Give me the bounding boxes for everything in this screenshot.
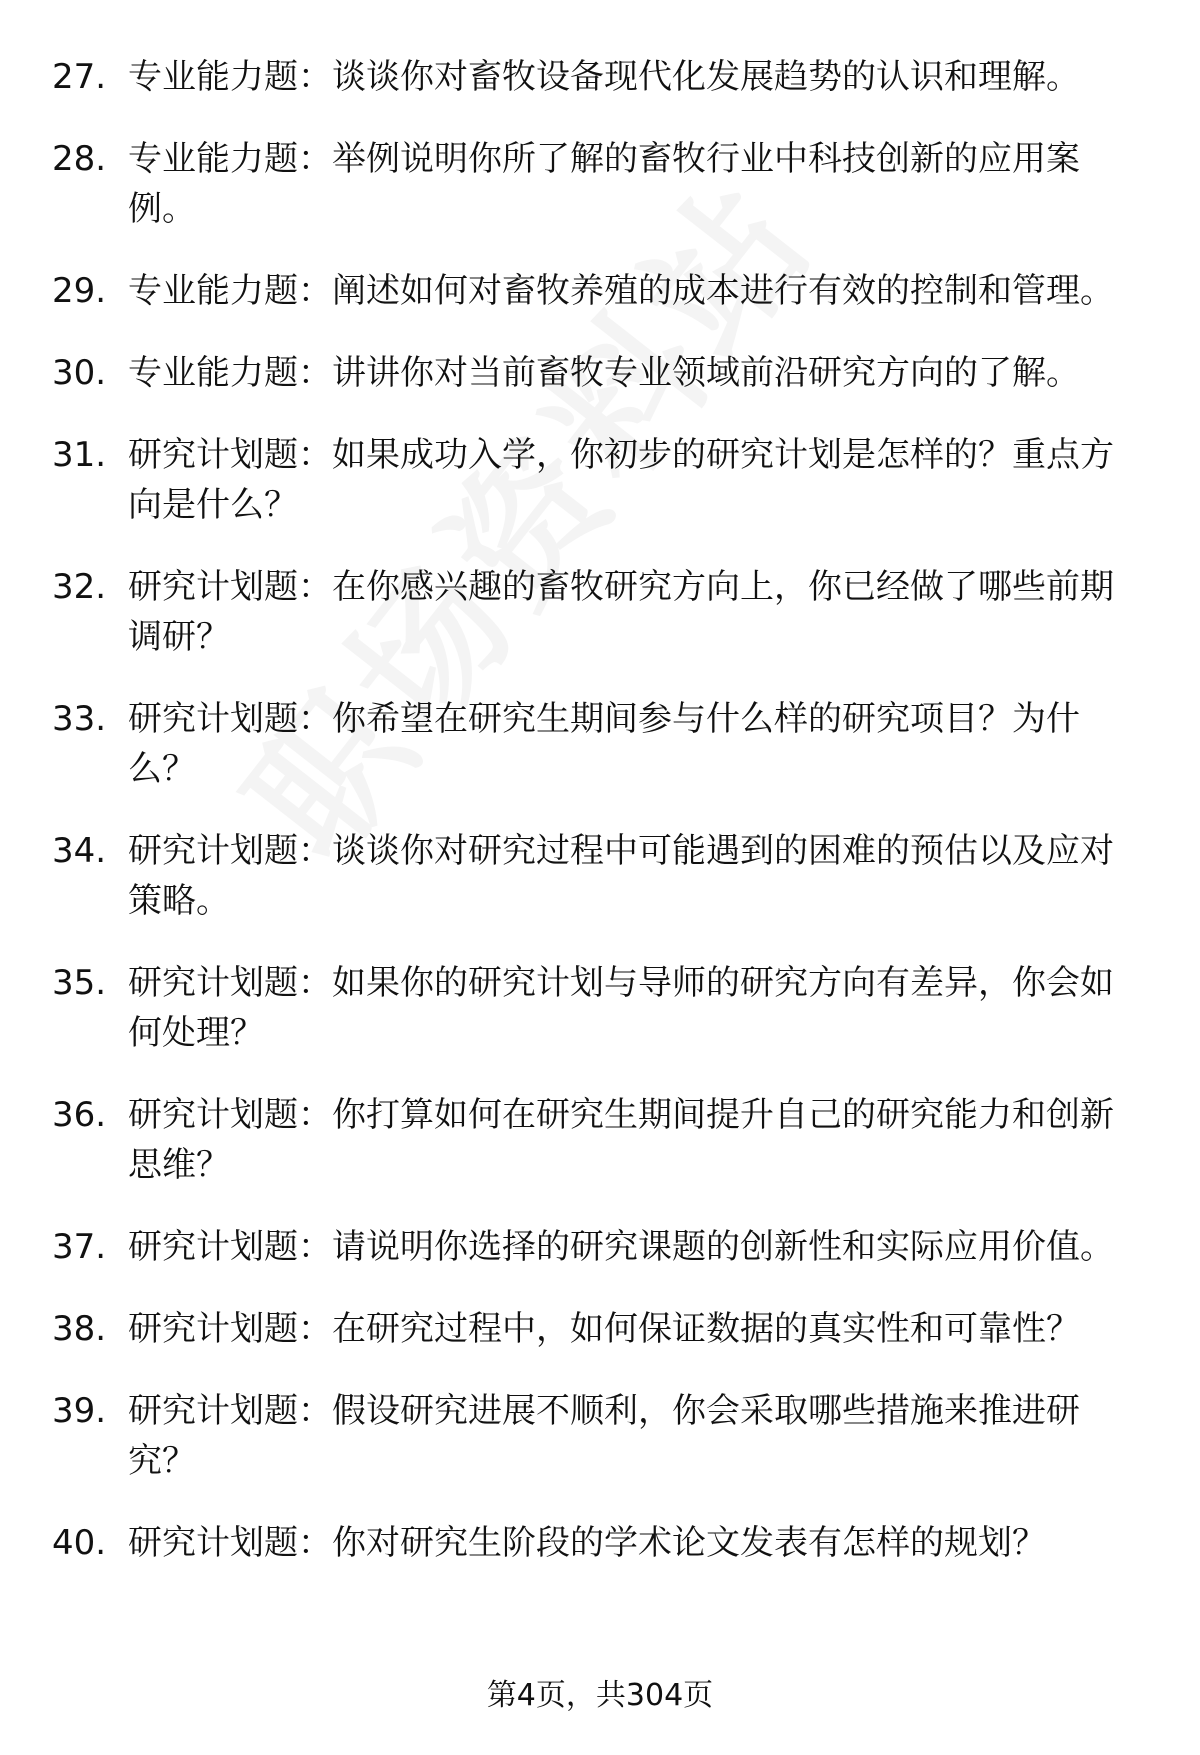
question-category: 专业能力题： — [128, 353, 332, 393]
question-text: 如果你的研究计划与导师的研究方向有差异，你会如何处理？ — [128, 963, 1114, 1053]
list-item — [0, 826, 1200, 926]
question-text: 你希望在研究生期间参与什么样的研究项目？为什么？ — [128, 699, 1080, 789]
list-item — [0, 266, 1200, 316]
question-number: 27. — [52, 57, 107, 97]
page-number-footer: 第4页，共304页 — [486, 1678, 714, 1713]
question-number: 36. — [52, 1095, 107, 1135]
question-number: 28. — [52, 139, 107, 179]
question-category: 研究计划题： — [128, 831, 332, 871]
question-text: 请说明你选择的研究课题的创新性和实际应用价值。 — [332, 1227, 1114, 1267]
question-text: 如果成功入学，你初步的研究计划是怎样的？重点方向是什么？ — [128, 435, 1114, 525]
question-text: 谈谈你对畜牧设备现代化发展趋势的认识和理解。 — [332, 57, 1080, 97]
list-item — [0, 1304, 1200, 1354]
list-item — [0, 1090, 1200, 1190]
question-text: 讲讲你对当前畜牧专业领域前沿研究方向的了解。 — [332, 353, 1080, 393]
question-category: 研究计划题： — [128, 567, 332, 607]
question-text: 假设研究进展不顺利，你会采取哪些措施来推进研究？ — [128, 1391, 1080, 1481]
question-category: 研究计划题： — [128, 1095, 332, 1135]
question-number: 32. — [52, 567, 107, 607]
list-item — [0, 958, 1200, 1058]
list-item — [0, 348, 1200, 398]
question-number: 39. — [52, 1391, 107, 1431]
question-text: 阐述如何对畜牧养殖的成本进行有效的控制和管理。 — [332, 271, 1114, 311]
question-category: 研究计划题： — [128, 1227, 332, 1267]
question-text: 举例说明你所了解的畜牧行业中科技创新的应用案例。 — [128, 139, 1080, 229]
question-category: 研究计划题： — [128, 435, 332, 475]
list-item — [0, 1386, 1200, 1486]
question-text: 在你感兴趣的畜牧研究方向上，你已经做了哪些前期调研？ — [128, 567, 1114, 657]
list-item — [0, 134, 1200, 234]
question-number: 38. — [52, 1309, 107, 1349]
question-category: 研究计划题： — [128, 963, 332, 1003]
question-number: 30. — [52, 353, 107, 393]
list-item — [0, 1222, 1200, 1272]
question-category: 研究计划题： — [128, 699, 332, 739]
question-number: 33. — [52, 699, 107, 739]
list-item — [0, 430, 1200, 530]
question-text: 谈谈你对研究过程中可能遇到的困难的预估以及应对策略。 — [128, 831, 1114, 921]
question-text: 你对研究生阶段的学术论文发表有怎样的规划？ — [332, 1523, 1046, 1563]
question-number: 31. — [52, 435, 107, 475]
question-list — [0, 52, 1200, 1600]
question-number: 40. — [52, 1523, 107, 1563]
question-category: 专业能力题： — [128, 139, 332, 179]
list-item — [0, 562, 1200, 662]
list-item — [0, 52, 1200, 102]
question-category: 研究计划题： — [128, 1309, 332, 1349]
question-category: 研究计划题： — [128, 1391, 332, 1431]
question-text: 在研究过程中，如何保证数据的真实性和可靠性？ — [332, 1309, 1080, 1349]
question-number: 37. — [52, 1227, 107, 1267]
question-number: 29. — [52, 271, 107, 311]
question-category: 专业能力题： — [128, 271, 332, 311]
list-item — [0, 1518, 1200, 1568]
question-number: 34. — [52, 831, 107, 871]
list-item — [0, 694, 1200, 794]
question-category: 专业能力题： — [128, 57, 332, 97]
question-number: 35. — [52, 963, 107, 1003]
question-text: 你打算如何在研究生期间提升自己的研究能力和创新思维？ — [128, 1095, 1114, 1185]
question-category: 研究计划题： — [128, 1523, 332, 1563]
